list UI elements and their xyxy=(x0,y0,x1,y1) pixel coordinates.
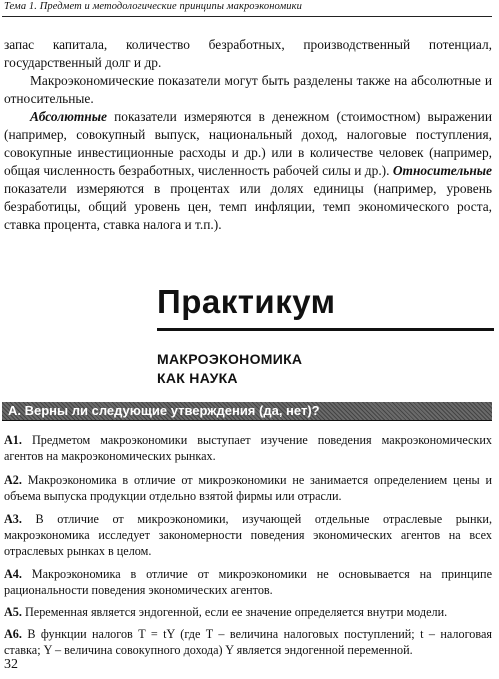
question-a5 xyxy=(4,604,447,620)
question-a2 xyxy=(4,472,492,504)
subtitle-line-2: КАК НАУКА xyxy=(157,370,238,386)
question-a1 xyxy=(4,432,492,464)
section-title: Практикум xyxy=(157,283,336,320)
task-heading-label: А. Верны ли следующие утверждения (да, нет)? xyxy=(8,403,320,418)
running-header: Тема 1. Предмет и методологические принципы макроэкономики xyxy=(4,1,302,12)
question-a4 xyxy=(4,566,492,598)
question-number: А3. xyxy=(4,512,22,526)
intro-paragraph-1: запас капитала, количество безработных, производственный потенциал, государственный долг и др. xyxy=(4,37,492,70)
question-text: В отличие от микроэкономики, изучающей отдельные отраслевые рынки, макроэкономика исследует закономерности поведения экономических агентов на всех отраслевых рынках в целом. xyxy=(4,512,492,558)
question-a3 xyxy=(4,511,492,559)
page-number: 32 xyxy=(4,657,18,672)
intro-paragraph-2: Макроэкономические показатели могут быть разделены также на абсолютные и относительные. xyxy=(4,73,492,106)
absolute-definition: показатели измеряются в денежном (стоимостном) выражении (например, совокупный выпуск, национальный доход, налоговые поступления, совокупные инвестиционные расходы и др.) или в количестве человек (например, общая численность безработных, численность рабочей силы и др.). xyxy=(4,109,492,178)
question-number: А5. xyxy=(4,605,22,619)
section-subtitle xyxy=(157,350,302,388)
relative-definition: показатели измеряются в процентах или долях единицы (например, уровень безработицы, общий уровень цен, темп инфляции, темп экономического роста, ставка процента, ставка налога и т.п.). xyxy=(4,181,492,232)
question-text: В функции налогов T = tY (где T – величина налоговых поступлений; t – налоговая ставка; Y – величина совокупного дохода) Y является эндогенной переменной. xyxy=(4,627,492,657)
term-relative: Относительные xyxy=(392,163,492,178)
question-number: А1. xyxy=(4,433,22,447)
question-text: Переменная является эндогенной, если ее значение определяется внутри модели. xyxy=(21,605,448,619)
question-number: А2. xyxy=(4,473,22,487)
question-a6 xyxy=(4,626,492,658)
section-title-rule xyxy=(157,328,494,331)
header-rule xyxy=(2,16,492,17)
intro-text xyxy=(4,36,492,234)
term-absolute: Абсолютные xyxy=(30,109,107,124)
question-text: Макроэкономика в отличие от микроэкономики не основывается на принципе рациональности поведения экономических агентов. xyxy=(4,567,492,597)
intro-paragraph-3 xyxy=(4,108,492,234)
question-text: Макроэкономика в отличие от микроэкономики не занимается определением цены и объема выпуска продукции отдельно взятой фирмы или отрасли. xyxy=(4,473,492,503)
question-text: Предметом макроэкономики выступает изучение поведения макроэкономических агентов на макроэкономических рынках. xyxy=(4,433,492,463)
task-heading-bar xyxy=(2,402,492,421)
question-number: А4. xyxy=(4,567,22,581)
question-number: А6. xyxy=(4,627,22,641)
subtitle-line-1: МАКРОЭКОНОМИКА xyxy=(157,351,303,367)
